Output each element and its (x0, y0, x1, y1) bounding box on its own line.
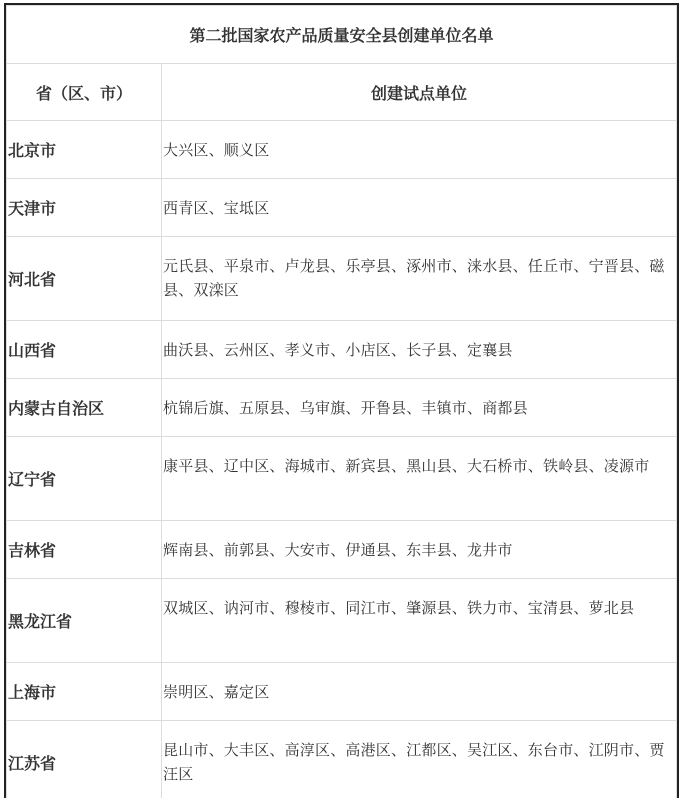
title-row (7, 6, 677, 64)
table-row (7, 579, 677, 663)
province-cell: 吉林省 (7, 521, 162, 579)
table-row (7, 721, 677, 798)
table-row (7, 121, 677, 179)
header-province: 省（区、市） (7, 64, 162, 121)
units-cell: 昆山市、大丰区、高淳区、高港区、江都区、吴江区、东台市、江阴市、贾汪区 (162, 721, 677, 798)
province-cell: 上海市 (7, 663, 162, 721)
province-cell: 黑龙江省 (7, 579, 162, 663)
province-cell: 北京市 (7, 121, 162, 179)
unit-list-table (6, 5, 677, 798)
units-cell: 元氏县、平泉市、卢龙县、乐亭县、涿州市、涞水县、任丘市、宁晋县、磁县、双滦区 (162, 237, 677, 321)
province-cell: 内蒙古自治区 (7, 379, 162, 437)
province-cell: 天津市 (7, 179, 162, 237)
units-cell: 大兴区、顺义区 (162, 121, 677, 179)
province-cell: 江苏省 (7, 721, 162, 798)
header-units: 创建试点单位 (162, 64, 677, 121)
province-cell: 辽宁省 (7, 437, 162, 521)
province-cell: 山西省 (7, 321, 162, 379)
units-cell: 杭锦后旗、五原县、乌审旗、开鲁县、丰镇市、商都县 (162, 379, 677, 437)
province-cell: 河北省 (7, 237, 162, 321)
table-row (7, 379, 677, 437)
document-frame (4, 3, 679, 798)
units-cell: 辉南县、前郭县、大安市、伊通县、东丰县、龙井市 (162, 521, 677, 579)
units-cell: 西青区、宝坻区 (162, 179, 677, 237)
units-cell: 双城区、讷河市、穆棱市、同江市、肇源县、铁力市、宝清县、萝北县 (162, 579, 677, 663)
table-row (7, 521, 677, 579)
table-row (7, 179, 677, 237)
table-row (7, 321, 677, 379)
table-row (7, 663, 677, 721)
table-row (7, 437, 677, 521)
units-cell: 崇明区、嘉定区 (162, 663, 677, 721)
table-row (7, 237, 677, 321)
units-cell: 曲沃县、云州区、孝义市、小店区、长子县、定襄县 (162, 321, 677, 379)
table-title: 第二批国家农产品质量安全县创建单位名单 (7, 6, 677, 64)
units-cell: 康平县、辽中区、海城市、新宾县、黑山县、大石桥市、铁岭县、凌源市 (162, 437, 677, 521)
header-row (7, 64, 677, 121)
